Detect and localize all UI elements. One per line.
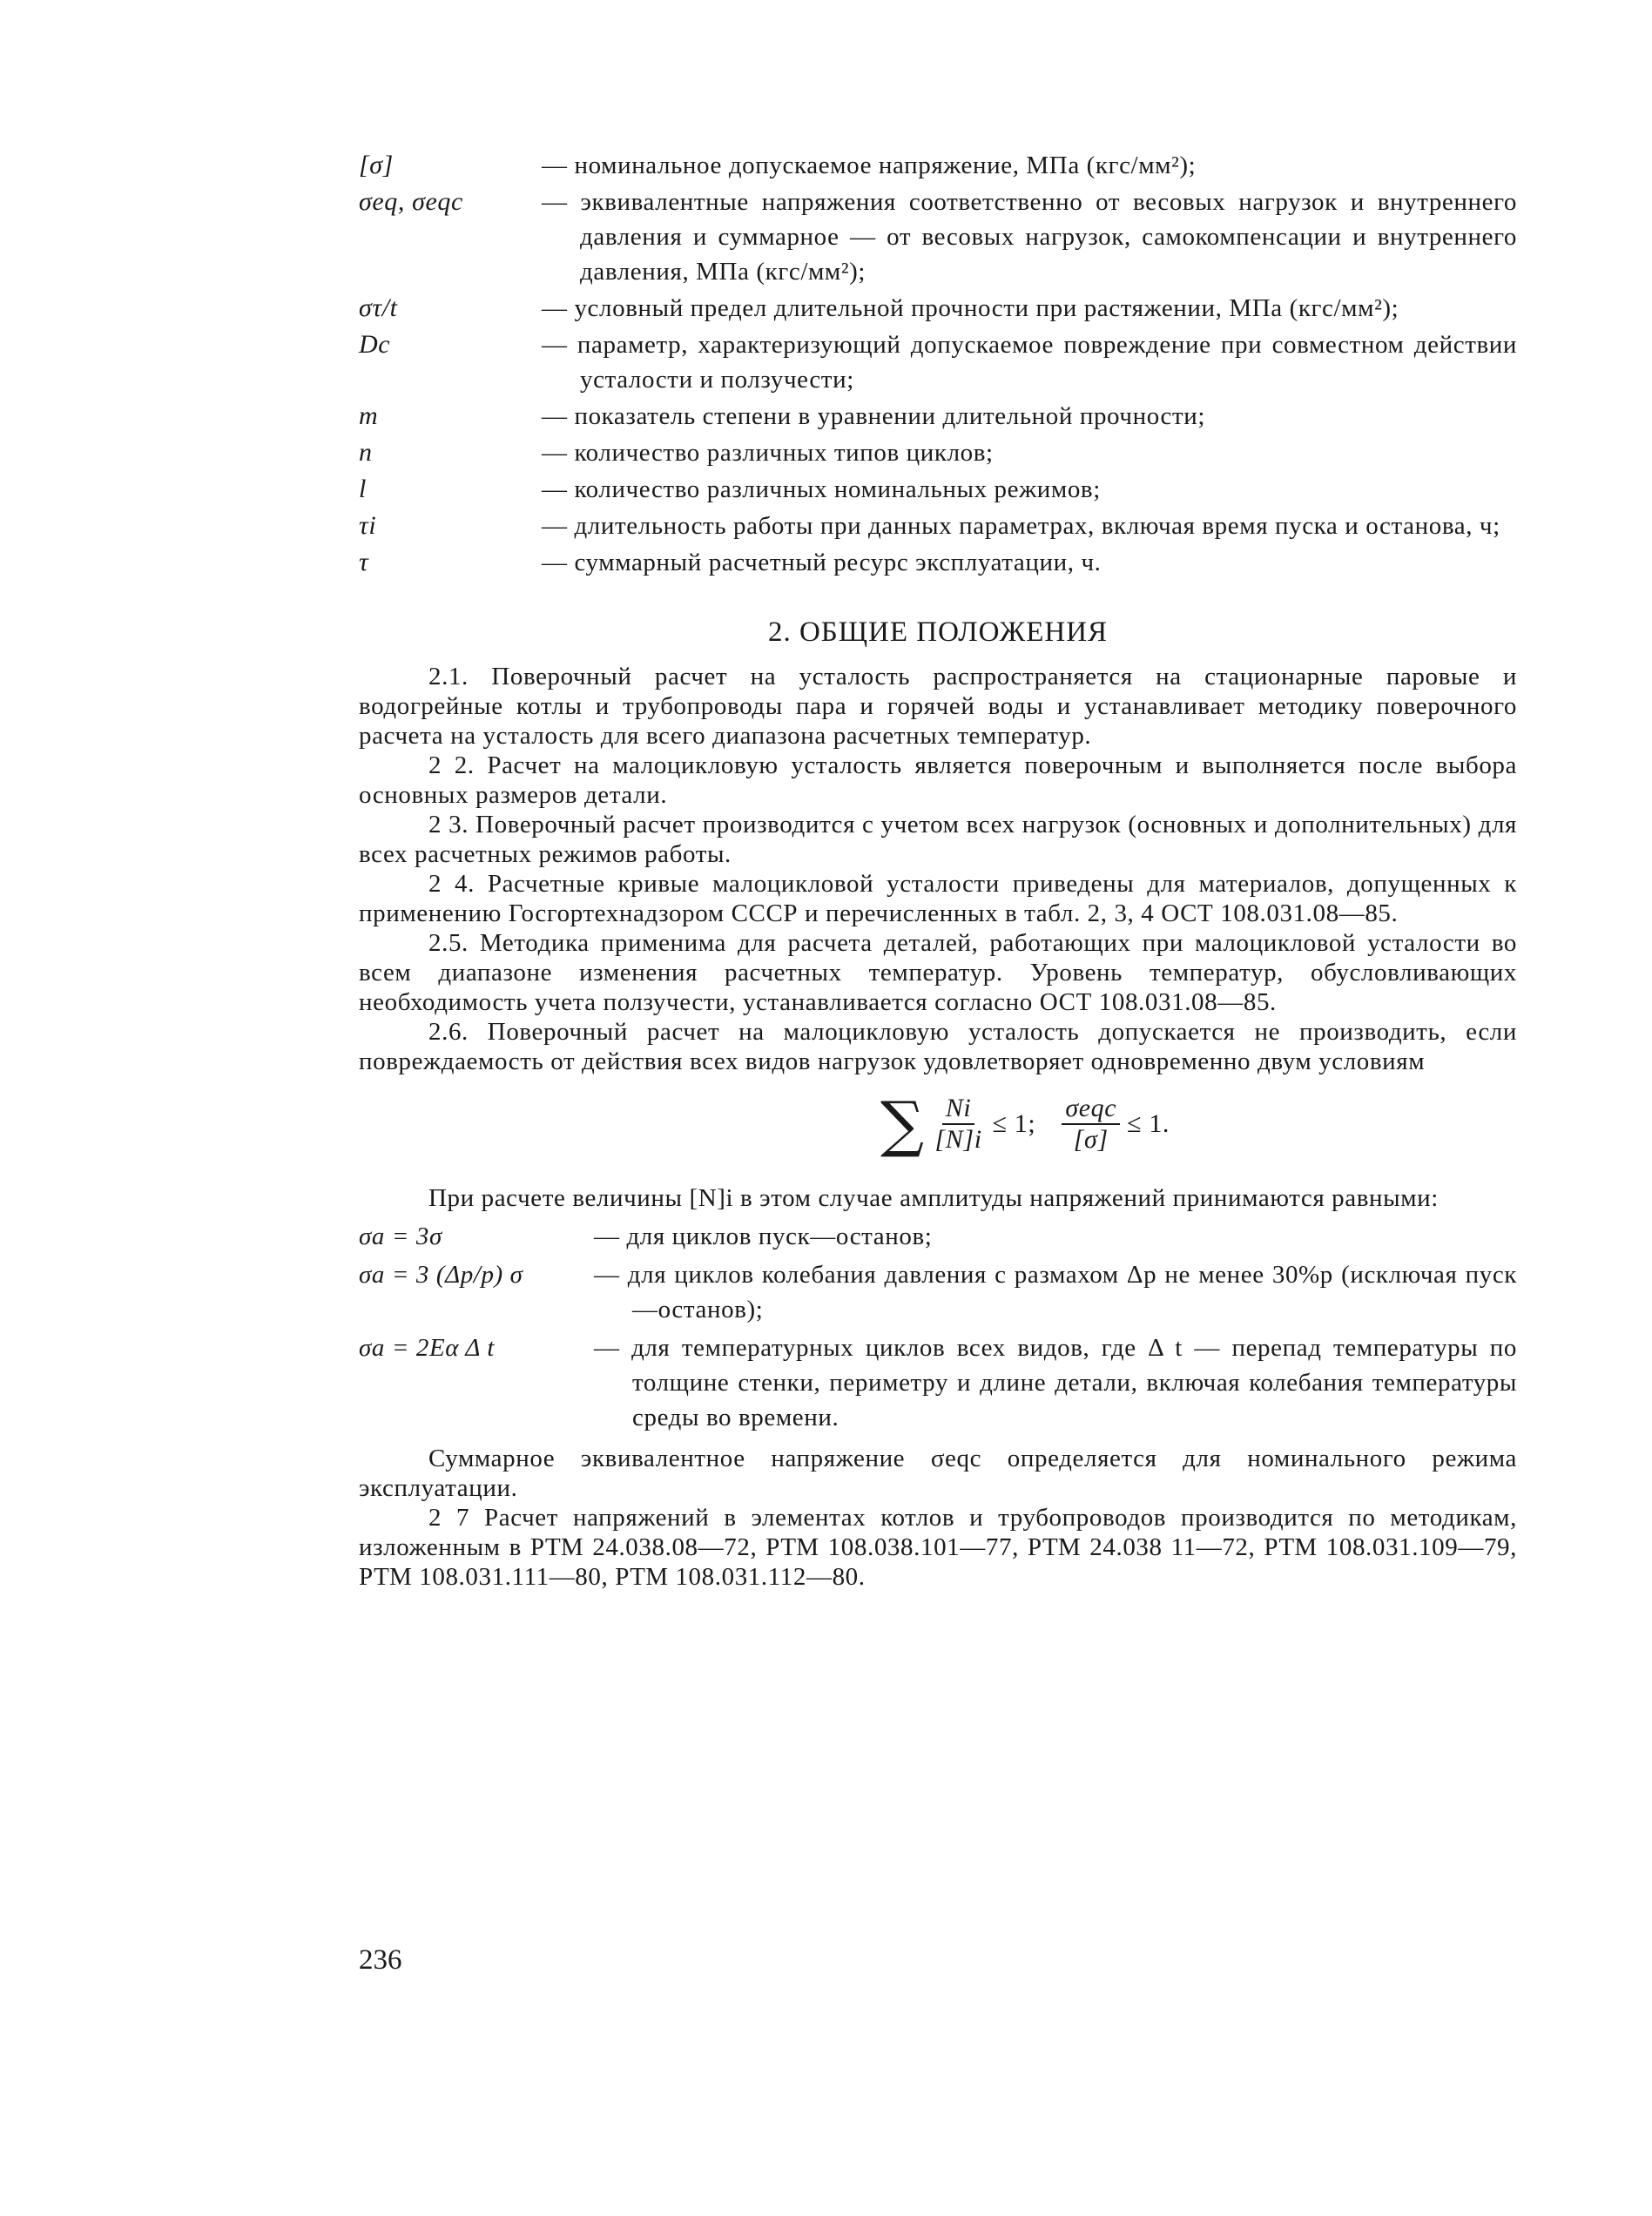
symbol-definition: — длительность работы при данных параметрах, включая время пуска и останова, ч; xyxy=(542,512,1500,540)
paragraph: Суммарное эквивалентное напряжение σeqc определяется для номинального режима эксплуатации. xyxy=(359,1445,1517,1502)
symbol: [σ] xyxy=(359,151,394,179)
document-page xyxy=(359,148,1517,1592)
page-number: 236 xyxy=(359,1944,402,1976)
symbol-definition: — количество различных типов циклов; xyxy=(542,439,994,467)
paragraph: 2 3. Поверочный расчет производится с учетом всех нагрузок (основных и дополнительных) для всех расчетных режимов работы. xyxy=(359,811,1517,868)
condition-formula xyxy=(533,1088,1517,1160)
symbol-definition: — количество различных номинальных режимов; xyxy=(542,475,1101,503)
amplitude-description: — для температурных циклов всех видов, где Δ t — перепад температуры по толщине стенки, периметру и длине детали, включая колебания температуры среды во времени. xyxy=(594,1334,1517,1431)
amplitude-formula: σa = 3σ xyxy=(359,1223,442,1250)
symbol-definition: — суммарный расчетный ресурс эксплуатации, ч. xyxy=(542,549,1102,576)
summation-icon: ∑ xyxy=(880,1088,925,1160)
symbol-definition: — эквивалентные напряжения соответственно от весовых нагрузок и внутреннего давления и суммарное — от весовых нагрузок, самокомпенсации и внутреннего давления, МПа (кгс/мм²); xyxy=(542,188,1517,286)
paragraph: 2.6. Поверочный расчет на малоцикловую усталость допускается не производить, если повреждаемость от действия всех видов нагрузок удовлетворяет одновременно двум условиям xyxy=(359,1018,1517,1075)
fraction xyxy=(932,1094,986,1155)
paragraph: 2 7 Расчет напряжений в элементах котлов и трубопроводов производится по методикам, изложенным в РТМ 24.038.08—72, РТМ 108.038.101—77, РТМ 24.038 11—72, РТМ 108.031.109—79, РТМ 108.031.111—80, РТМ 108.031.112—80. xyxy=(359,1504,1517,1591)
symbol: σeq, σeqc xyxy=(359,187,463,216)
symbol-definition: — показатель степени в уравнении длительной прочности; xyxy=(542,402,1206,430)
symbol: στ/t xyxy=(359,293,398,322)
symbol: Dc xyxy=(359,330,391,359)
denominator: [σ] xyxy=(1073,1125,1109,1154)
fraction xyxy=(1062,1094,1120,1155)
symbol: n xyxy=(359,438,373,467)
paragraph: 2.1. Поверочный расчет на усталость распространяется на стационарные паровые и водогрейные котлы и трубопроводы пара и горячей воды и устанавливает методику поверочного расчета на усталость для всего диапазона расчетных температур. xyxy=(359,663,1517,750)
numerator: Ni xyxy=(942,1094,975,1125)
denominator: [N]i xyxy=(934,1125,982,1154)
symbol-definitions xyxy=(359,148,1517,580)
relation: ≤ 1; xyxy=(992,1109,1036,1138)
amplitude-intro: При расчете величины [N]i в этом случае амплитуды напряжений принимаются равными: xyxy=(428,1184,1439,1212)
paragraph: 2.5. Методика применима для расчета деталей, работающих при малоцикловой усталости во всем диапазоне изменения расчетных температур. Уровень температур, обусловливающих необходимость учета ползучести, устанавливается согласно ОСТ 108.031.08—85. xyxy=(359,929,1517,1016)
amplitude-formula: σa = 2Eα Δ t xyxy=(359,1334,496,1362)
amplitude-row xyxy=(359,1257,1517,1327)
symbol-definition: — номинальное допускаемое напряжение, МПа (кгс/мм²); xyxy=(542,152,1197,179)
relation: ≤ 1. xyxy=(1127,1109,1170,1138)
paragraph: 2 2. Расчет на малоцикловую усталость является поверочным и выполняется после выбора основных размеров детали. xyxy=(359,751,1517,809)
section-title: 2. ОБЩИЕ ПОЛОЖЕНИЯ xyxy=(767,616,1109,648)
amplitude-row xyxy=(359,1219,1517,1254)
symbol: l xyxy=(359,475,367,503)
amplitude-description: — для циклов пуск—останов; xyxy=(594,1223,933,1250)
symbol-definition: — параметр, характеризующий допускаемое повреждение при совместном действии усталости и ползучести; xyxy=(542,331,1517,394)
numerator: σeqc xyxy=(1062,1094,1120,1125)
amplitude-formula: σa = 3 (Δp/p) σ xyxy=(359,1261,523,1289)
symbol: τ xyxy=(359,548,369,576)
paragraph: 2 4. Расчетные кривые малоцикловой усталости приведены для материалов, допущенных к применению Госгортехнадзором СССР и перечисленных в табл. 2, 3, 4 ОСТ 108.031.08—85. xyxy=(359,870,1517,927)
amplitude-row xyxy=(359,1330,1517,1435)
symbol: m xyxy=(359,401,379,430)
symbol-definition: — условный предел длительной прочности при растяжении, МПа (кгс/мм²); xyxy=(542,294,1399,322)
amplitude-description: — для циклов колебания давления с размахом Δp не менее 30%p (исключая пуск—останов); xyxy=(594,1261,1517,1324)
symbol: τi xyxy=(359,511,377,540)
